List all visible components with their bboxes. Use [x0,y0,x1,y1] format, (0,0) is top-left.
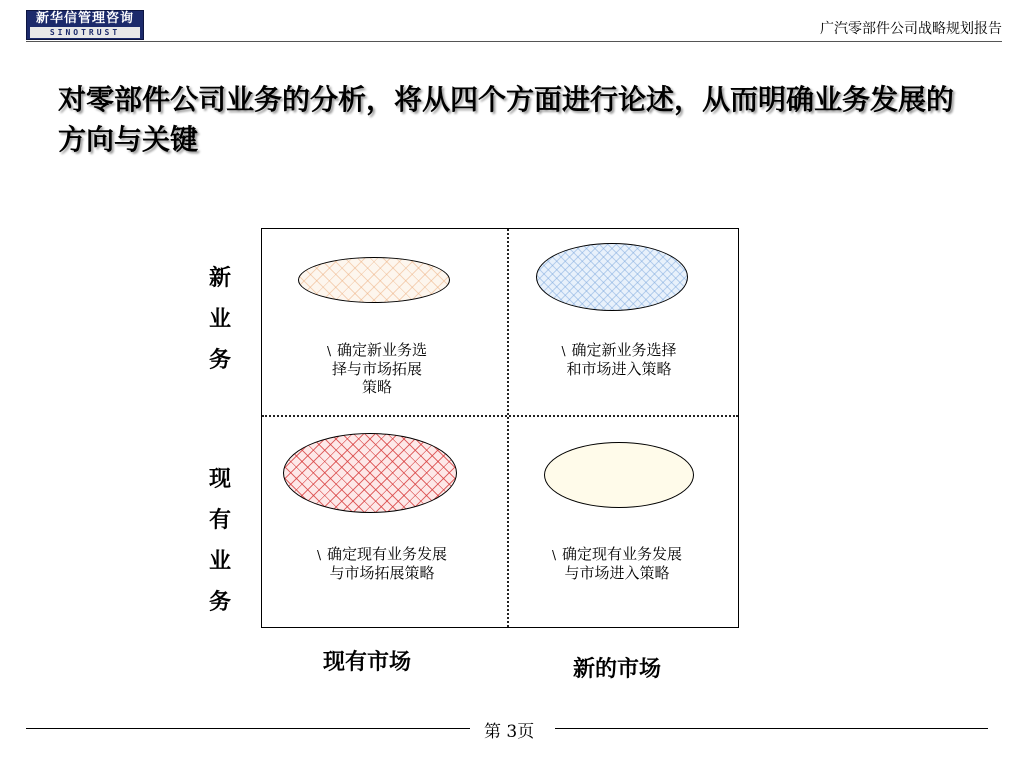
quadrant-line: 确定现有业务发展 [327,545,448,563]
quadrant-line: 确定新业务选择 [571,341,677,359]
quadrant-line: 和市场进入策略 [566,360,672,378]
x-axis-label-new-market: 新的市场 [573,657,662,682]
bullet-icon: \ [326,344,332,358]
header-divider [26,41,1002,42]
logo-chinese-text: 新华信管理咨询 [35,11,134,26]
slide-title: 对零部件公司业务的分析，将从四个方面进行论述，从而明确业务发展的方向与关键 [58,83,955,156]
quadrant-text-top-right [544,341,694,378]
bullet-icon: \ [551,548,557,562]
y-axis-label-existing-business [205,459,235,623]
quadrant-ellipse-top-left [298,257,450,303]
quadrant-text-bottom-right [537,545,697,582]
quadrant-text-top-left [312,341,442,396]
footer-divider-right [555,728,988,729]
y-axis-label-text: 现 有 业 务 [208,467,231,615]
logo-english-text: SINOTRUST [30,27,140,38]
quadrant-ellipse-bottom-left [283,433,457,513]
quadrant-line: 与市场拓展策略 [329,564,435,582]
business-market-matrix [261,228,739,628]
y-axis-label-new-business [205,258,235,381]
quadrant-line: 与市场进入策略 [564,564,670,582]
y-axis-label-text: 新 业 务 [208,266,231,373]
sinotrust-logo [26,10,144,40]
matrix-vertical-divider [507,229,509,627]
quadrant-line: 择与市场拓展 [331,360,422,378]
quadrant-line: 确定新业务选 [337,341,428,359]
quadrant-ellipse-top-right [536,243,688,311]
quadrant-ellipse-bottom-right [544,442,694,508]
matrix-horizontal-divider [262,415,738,417]
bullet-icon: \ [316,548,322,562]
report-title: 广汽零部件公司战略规划报告 [820,21,1002,37]
page-number: 第 3页 [484,722,535,742]
quadrant-line: 策略 [361,378,392,396]
quadrant-text-bottom-left [302,545,462,582]
footer-divider-left [26,728,470,729]
quadrant-line: 确定现有业务发展 [562,545,683,563]
bullet-icon: \ [561,344,566,358]
x-axis-label-existing-market: 现有市场 [323,650,412,675]
